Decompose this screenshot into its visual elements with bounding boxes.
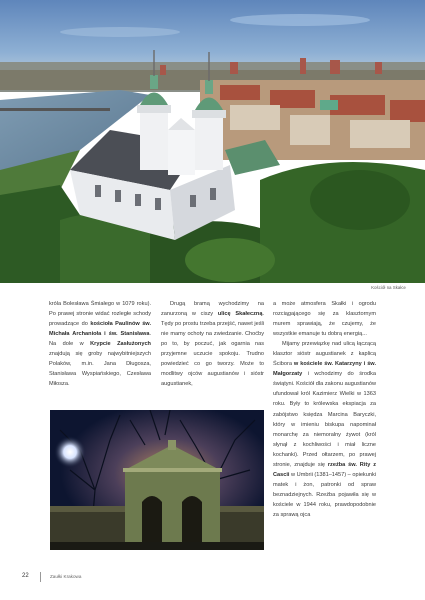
bold-phrase: rzeźba św. Rity z Cascii — [273, 461, 376, 478]
paragraph: Mijamy przewiązkę nad ulicą łączącą klasztor sióstr augustianek z kaplicą Ścibora w kościele św. Katarzyny i św. Małgorzaty i wchodzimy do środka świątyni. Kościół dla zakonu augustianów ufundował król Kazimierz Wielki w 1363 roku. Były to królewska ekspiacja za zabójstwo księdza Marcina Baryczki, który w imieniu biskupa napominał monarchę za niemoralny żywot (król słynął z kochliwości i miał liczne kochanki). Przed ołtarzem, po prawej stronie, znajduje się rzeźba św. Rity z Cascii w Umbrii (1381–1457) – opiekunki matek i żon, patronki od spraw beznadziejnych. Rzeźba pojawiła się w kościele w 1944 roku, prawdopodobnie za sprawą ojca — [273, 341, 376, 518]
night-gate-photo — [50, 410, 264, 550]
text-column-3 — [273, 299, 376, 520]
hero-photo — [0, 0, 425, 283]
paragraph: a może atmosfera Skałki i ogrodu rozciągającego się za klasztornym murem sprawiają, że czujemy, że wszystkie emanuje tu dobrą energią... — [273, 301, 376, 338]
photo-caption: Kościół na Skałce — [371, 285, 406, 290]
night-gate-photo-image — [50, 410, 264, 550]
text-column-2 — [161, 299, 264, 389]
paragraph: Drugą bramą wychodzimy na zanurzoną w ciszy ulicę Skałeczną. Tędy po prostu trzeba przejść, nawet jeśli nie mamy ochoty na zwiedzanie. Choćby po to, by poczuć, jak ogarnia nas przyjemne uczucie spokoju. Trudno powiedzieć co go tworzy. Może to modlitwy ojców augustianów i sióstr augustianek, — [161, 301, 264, 388]
footer-divider — [40, 572, 41, 582]
page-footer — [0, 570, 425, 584]
paragraph: króla Bolesława Śmiałego w 1079 roku). Po prawej stronie widać rozległe schody prowadzące do kościoła Paulinów św. Michała Archanioła i św. Stanisława. Na dole w Krypcie Zasłużonych znajdują się groby najwybitniejszych Polaków, m.in. Jana Długosza, Stanisława Wyspiańskiego, Czesława Miłosza. — [49, 301, 152, 388]
page-number: 22 — [22, 573, 29, 579]
hero-photo-image — [0, 0, 425, 283]
bold-phrase: Krypcie Zasłużonych — [90, 341, 151, 348]
bold-phrase: w kościele św. Katarzyny i św. Małgorzaty — [273, 361, 376, 378]
running-title: Zaułki Krakowa — [50, 574, 82, 579]
bold-phrase: kościoła Paulinów św. Michała Archanioła i św. Stanisława — [49, 321, 152, 338]
bold-phrase: ulicę Skałeczną — [217, 311, 263, 318]
text-column-1 — [49, 299, 151, 389]
